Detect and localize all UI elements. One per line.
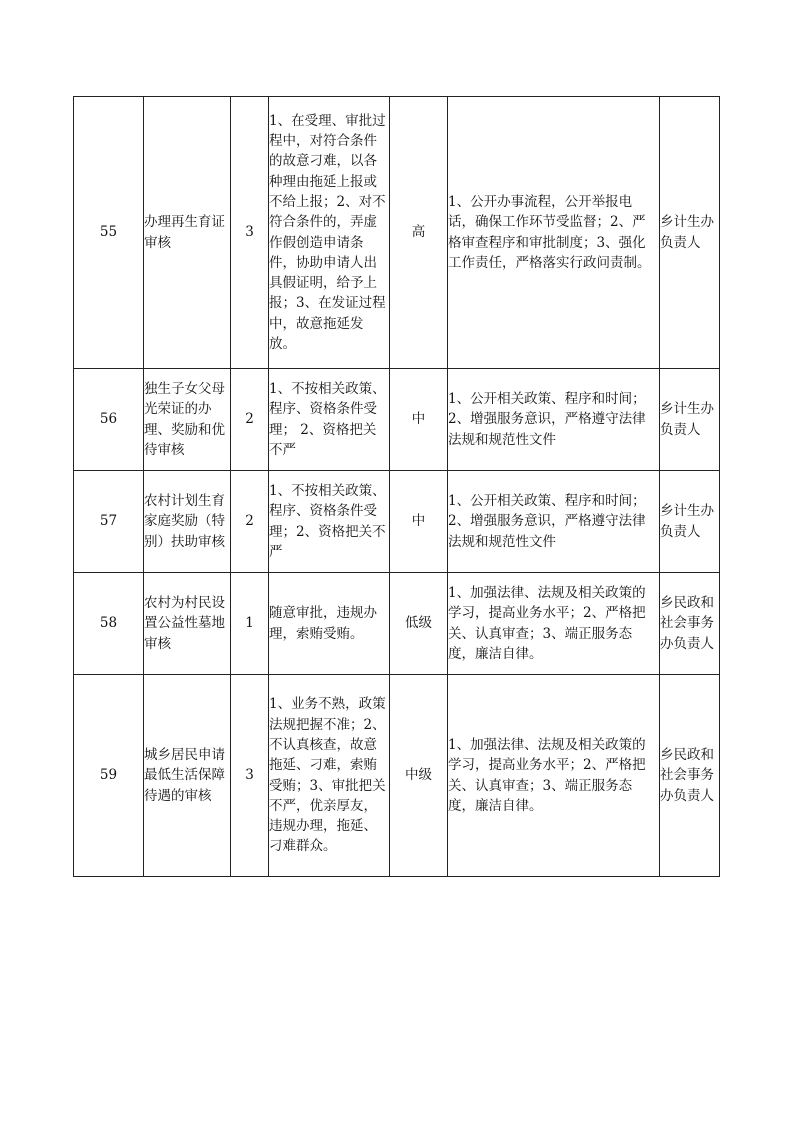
- row-number: 56: [74, 369, 144, 471]
- risk-level: 中级: [390, 675, 448, 877]
- risk-level: 中: [390, 471, 448, 573]
- responsible-person: 乡民政和社会事务办负责人: [660, 573, 720, 675]
- risk-score: 1: [231, 573, 269, 675]
- prevention-measures: 1、加强法律、法规及相关政策的学习，提高业务水平；2、严格把关、认真审查；3、端正服务态度，廉洁自律。: [448, 675, 660, 877]
- risk-score: 2: [231, 471, 269, 573]
- prevention-measures: 1、公开相关政策、程序和时间；2、增强服务意识，严格遵守法律法规和规范性文件: [448, 471, 660, 573]
- responsible-person: 乡计生办负责人: [660, 369, 720, 471]
- item-name: 农村计划生育家庭奖励（特别）扶助审核: [144, 471, 231, 573]
- risk-description: 1、不按相关政策、程序、资格条件受理； 2、资格把关不严: [269, 369, 390, 471]
- responsible-person: 乡民政和社会事务办负责人: [660, 675, 720, 877]
- row-number: 55: [74, 97, 144, 369]
- risk-description: 1、业务不熟，政策法规把握不准；2、不认真核查，故意拖延、刁难，索贿受贿；3、审批把关不严，优亲厚友，违规办理，拖延、刁难群众。: [269, 675, 390, 877]
- item-name: 独生子女父母光荣证的办理、奖励和优待审核: [144, 369, 231, 471]
- risk-score: 3: [231, 97, 269, 369]
- responsible-person: 乡计生办负责人: [660, 97, 720, 369]
- row-number: 58: [74, 573, 144, 675]
- item-name: 办理再生育证审核: [144, 97, 231, 369]
- risk-description: 随意审批，违规办理，索贿受贿。: [269, 573, 390, 675]
- row-number: 57: [74, 471, 144, 573]
- prevention-measures: 1、公开相关政策、程序和时间；2、增强服务意识，严格遵守法律法规和规范性文件: [448, 369, 660, 471]
- risk-level: 高: [390, 97, 448, 369]
- risk-score: 2: [231, 369, 269, 471]
- risk-level: 中: [390, 369, 448, 471]
- prevention-measures: 1、公开办事流程，公开举报电话，确保工作环节受监督；2、严格审查程序和审批制度；3、强化工作责任，严格落实行政问责制。: [448, 97, 660, 369]
- table-row: [74, 369, 720, 471]
- table-row: [74, 573, 720, 675]
- table-row: [74, 97, 720, 369]
- risk-description: 1、在受理、审批过程中，对符合条件的故意刁难，以各种理由拖延上报或不给上报；2、对不符合条件的，弄虚作假创造申请条件，协助申请人出具假证明，给予上报；3、在发证过程中，故意拖延发放。: [269, 97, 390, 369]
- table-row: [74, 471, 720, 573]
- item-name: 农村为村民设置公益性墓地审核: [144, 573, 231, 675]
- prevention-measures: 1、加强法律、法规及相关政策的学习，提高业务水平；2、严格把关、认真审查；3、端正服务态度，廉洁自律。: [448, 573, 660, 675]
- item-name: 城乡居民申请最低生活保障待遇的审核: [144, 675, 231, 877]
- row-number: 59: [74, 675, 144, 877]
- table-row: [74, 675, 720, 877]
- risk-description: 1、不按相关政策、程序、资格条件受理；2、资格把关不严: [269, 471, 390, 573]
- responsible-person: 乡计生办负责人: [660, 471, 720, 573]
- risk-score: 3: [231, 675, 269, 877]
- risk-level: 低级: [390, 573, 448, 675]
- risk-control-table: [73, 96, 720, 877]
